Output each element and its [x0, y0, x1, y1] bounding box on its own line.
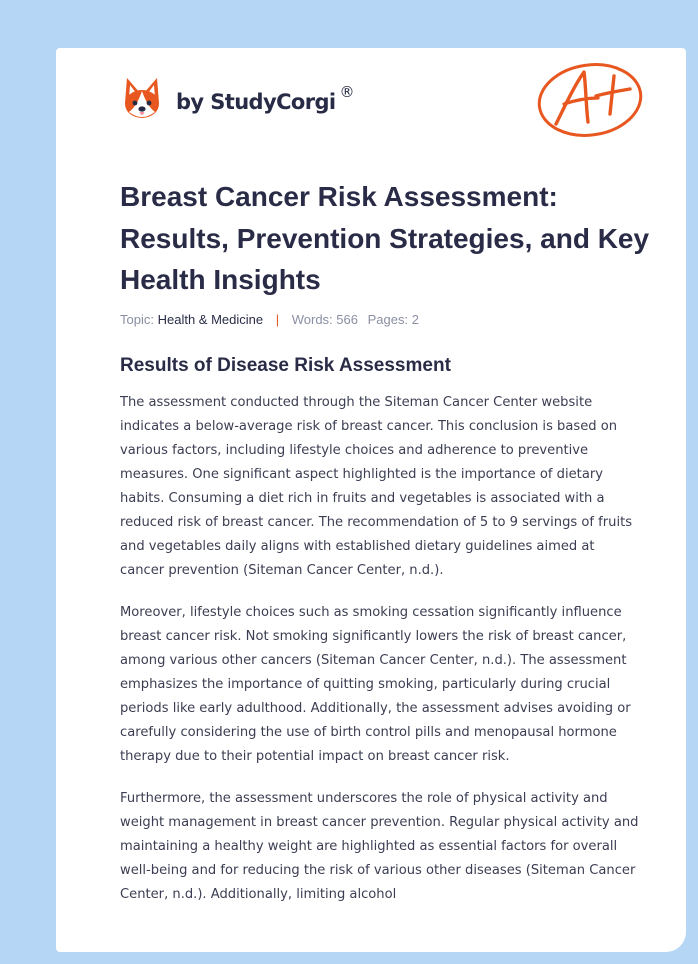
paragraph: Moreover, lifestyle choices such as smoking cessation significantly influence breast cancer risk. Not smoking significantly lowers the risk of breast cancer, among various other cancers (Siteman Cancer Center, n.d.). The assessment emphasizes the importance of quitting smoking, particularly during crucial periods like early adulthood. Additionally, the assessment advises avoiding or carefully considering the use of birth control pills and menopausal hormone therapy due to their potential impact on breast cancer risk.	[120, 605, 631, 764]
pages-count: 2	[411, 312, 419, 327]
document-card	[56, 48, 686, 952]
document-title: Breast Cancer Risk Assessment: Results, Prevention Strategies, and Key Health Insights	[120, 181, 650, 295]
topic-label: Topic:	[120, 312, 154, 327]
meta-separator: |	[275, 312, 280, 327]
words-count: 566	[336, 312, 358, 327]
corgi-icon	[122, 76, 162, 120]
pages-label: Pages:	[367, 312, 409, 327]
registered-mark: ®	[339, 83, 355, 101]
studycorgi-logo[interactable]	[122, 76, 355, 120]
paragraph: The assessment conducted through the Siteman Cancer Center website indicates a below-average risk of breast cancer. This conclusion is based on various factors, including lifestyle choices and adherence to preventive measures. One significant aspect highlighted is the importance of dietary habits. Consuming a diet rich in fruits and vegetables is associated with a reduced risk of breast cancer. The recommendation of 5 to 9 servings of fruits and vegetables daily aligns with established dietary guidelines aimed at cancer prevention (Siteman Cancer Center, n.d.).	[120, 395, 633, 578]
topic-link[interactable]: Health & Medicine	[157, 312, 264, 327]
a-plus-stamp-icon	[536, 60, 648, 145]
paragraph: Furthermore, the assessment underscores the role of physical activity and weight management in breast cancer prevention. Regular physical activity and maintaining a healthy weight are highlighted as essential factors for overall well-being and for reducing the risk of various other diseases (Siteman Cancer Center, n.d.). Additionally, limiting alcohol	[120, 791, 639, 902]
document-meta	[120, 312, 419, 327]
brand-name: by StudyCorgi	[176, 90, 336, 114]
document-body	[120, 391, 640, 925]
section-heading: Results of Disease Risk Assessment	[120, 355, 451, 376]
words-label: Words:	[291, 312, 333, 327]
